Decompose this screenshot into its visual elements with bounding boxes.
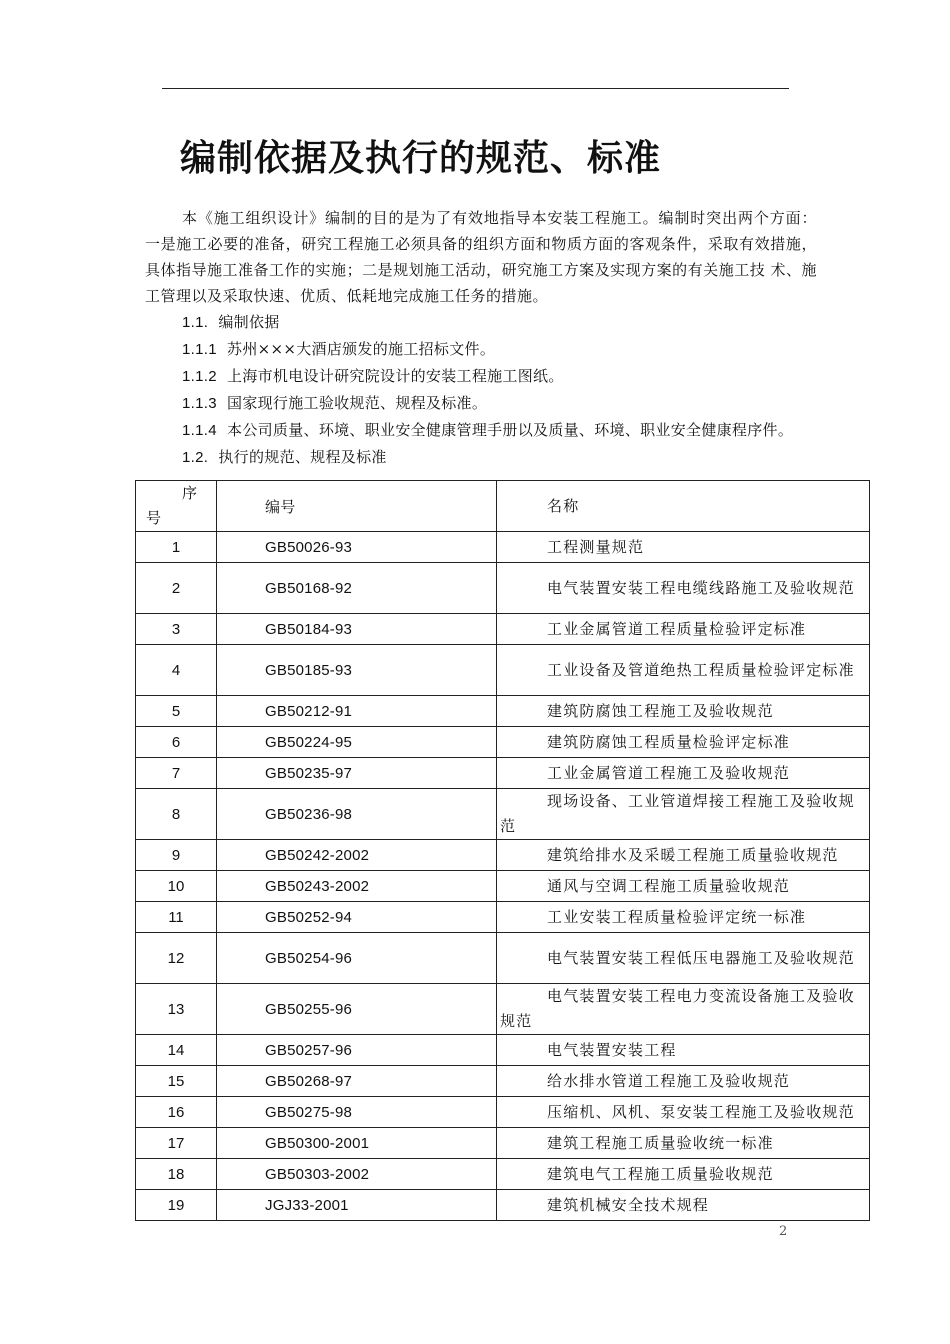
row-name bbox=[497, 1035, 870, 1066]
item-number: 1.1.1 bbox=[182, 341, 217, 358]
page-title: 编制依据及执行的规范、标准 bbox=[180, 138, 662, 179]
row-seq: 10 bbox=[136, 871, 217, 902]
row-name-text: 工业设备及管道绝热工程质量检验评定标准 bbox=[547, 660, 855, 679]
header-seq-line1: 序 bbox=[182, 484, 198, 502]
item-text: 苏州×××大酒店颁发的施工招标文件。 bbox=[227, 340, 496, 358]
row-seq: 14 bbox=[136, 1035, 217, 1066]
row-seq: 5 bbox=[136, 696, 217, 727]
row-code: JGJ33-2001 bbox=[217, 1190, 497, 1221]
row-code: GB50252-94 bbox=[217, 902, 497, 933]
row-name bbox=[497, 840, 870, 871]
row-name-text: 现场设备、工业管道焊接工程施工及验收规范 bbox=[500, 792, 855, 835]
table-header-row bbox=[136, 481, 870, 532]
item-number: 1.1.2 bbox=[182, 368, 217, 385]
row-name-text: 电气装置安装工程电缆线路施工及验收规范 bbox=[547, 578, 855, 597]
row-code: GB50275-98 bbox=[217, 1097, 497, 1128]
row-name bbox=[497, 1128, 870, 1159]
list-item bbox=[145, 390, 817, 417]
row-name bbox=[497, 984, 870, 1035]
row-seq: 19 bbox=[136, 1190, 217, 1221]
row-code: GB50255-96 bbox=[217, 984, 497, 1035]
header-code: 编号 bbox=[217, 481, 497, 532]
row-name bbox=[497, 696, 870, 727]
row-code: GB50243-2002 bbox=[217, 871, 497, 902]
table-row bbox=[136, 902, 870, 933]
row-seq: 16 bbox=[136, 1097, 217, 1128]
row-name-text: 工业金属管道工程施工及验收规范 bbox=[547, 763, 791, 782]
section-number: 1.2. bbox=[182, 449, 209, 466]
row-name-text: 给水排水管道工程施工及验收规范 bbox=[547, 1071, 791, 1090]
row-seq: 8 bbox=[136, 789, 217, 840]
row-name-text: 建筑防腐蚀工程质量检验评定标准 bbox=[547, 732, 791, 751]
row-name-text: 建筑给排水及采暖工程施工质量验收规范 bbox=[547, 845, 839, 864]
row-name bbox=[497, 532, 870, 563]
table-row bbox=[136, 1190, 870, 1221]
row-name-text: 建筑机械安全技术规程 bbox=[547, 1195, 710, 1214]
section-heading-standards bbox=[145, 444, 817, 471]
row-seq: 1 bbox=[136, 532, 217, 563]
row-code: GB50303-2002 bbox=[217, 1159, 497, 1190]
row-name bbox=[497, 645, 870, 696]
table-row bbox=[136, 789, 870, 840]
table-row bbox=[136, 532, 870, 563]
header-seq bbox=[136, 481, 217, 532]
row-code: GB50242-2002 bbox=[217, 840, 497, 871]
row-name bbox=[497, 789, 870, 840]
intro-paragraph: 本《施工组织设计》编制的目的是为了有效地指导本安装工程施工。编制时突出两个方面：一是施工必要的准备，研究工程施工必须具备的组织方面和物质方面的客观条件，采取有效措施，具体指导施工准备工作的实施；二是规划施工活动，研究施工方案及实现方案的有关施工技 术、施工管理以及采取快速、优质、低耗地完成施工任务的措施。 bbox=[145, 209, 817, 305]
row-seq: 9 bbox=[136, 840, 217, 871]
row-name bbox=[497, 1190, 870, 1221]
table-row bbox=[136, 696, 870, 727]
row-code: GB50257-96 bbox=[217, 1035, 497, 1066]
table-row bbox=[136, 563, 870, 614]
section-heading-basis bbox=[145, 309, 817, 336]
row-code: GB50224-95 bbox=[217, 727, 497, 758]
table-row bbox=[136, 1097, 870, 1128]
row-name-text: 电气装置安装工程 bbox=[547, 1040, 677, 1059]
row-name-text: 电气装置安装工程低压电器施工及验收规范 bbox=[547, 948, 855, 967]
table-row bbox=[136, 1128, 870, 1159]
row-name bbox=[497, 563, 870, 614]
row-name-text: 建筑防腐蚀工程施工及验收规范 bbox=[547, 701, 774, 720]
row-code: GB50212-91 bbox=[217, 696, 497, 727]
item-number: 1.1.3 bbox=[182, 395, 217, 412]
item-text: 本公司质量、环境、职业安全健康管理手册以及质量、环境、职业安全健康程序件。 bbox=[227, 421, 794, 439]
list-item bbox=[145, 417, 817, 444]
row-code: GB50236-98 bbox=[217, 789, 497, 840]
row-name bbox=[497, 758, 870, 789]
row-name-text: 建筑电气工程施工质量验收规范 bbox=[547, 1164, 774, 1183]
document-body bbox=[145, 205, 817, 471]
row-seq: 4 bbox=[136, 645, 217, 696]
row-seq: 11 bbox=[136, 902, 217, 933]
section-title: 执行的规范、规程及标准 bbox=[218, 448, 387, 466]
table-row bbox=[136, 758, 870, 789]
row-name bbox=[497, 614, 870, 645]
row-seq: 3 bbox=[136, 614, 217, 645]
header-seq-line2: 号 bbox=[146, 509, 162, 527]
row-code: GB50184-93 bbox=[217, 614, 497, 645]
row-seq: 17 bbox=[136, 1128, 217, 1159]
table-row bbox=[136, 1066, 870, 1097]
header-name bbox=[497, 481, 870, 532]
table-row bbox=[136, 1159, 870, 1190]
table-row bbox=[136, 645, 870, 696]
row-name bbox=[497, 727, 870, 758]
row-name-text: 建筑工程施工质量验收统一标准 bbox=[547, 1133, 774, 1152]
row-code: GB50235-97 bbox=[217, 758, 497, 789]
row-code: GB50168-92 bbox=[217, 563, 497, 614]
row-name-text: 电气装置安装工程电力变流设备施工及验收规范 bbox=[500, 987, 855, 1030]
row-seq: 13 bbox=[136, 984, 217, 1035]
list-item bbox=[145, 336, 817, 363]
row-seq: 6 bbox=[136, 727, 217, 758]
row-name bbox=[497, 1159, 870, 1190]
header-name-text: 名称 bbox=[547, 496, 580, 515]
row-code: GB50026-93 bbox=[217, 532, 497, 563]
table-row bbox=[136, 1035, 870, 1066]
row-seq: 12 bbox=[136, 933, 217, 984]
table-row bbox=[136, 871, 870, 902]
row-seq: 7 bbox=[136, 758, 217, 789]
row-name bbox=[497, 902, 870, 933]
row-code: GB50300-2001 bbox=[217, 1128, 497, 1159]
table-row bbox=[136, 727, 870, 758]
row-name bbox=[497, 1066, 870, 1097]
item-text: 国家现行施工验收规范、规程及标准。 bbox=[227, 394, 488, 412]
row-seq: 15 bbox=[136, 1066, 217, 1097]
table-row bbox=[136, 933, 870, 984]
list-item bbox=[145, 363, 817, 390]
standards-table bbox=[135, 480, 870, 1221]
row-name bbox=[497, 1097, 870, 1128]
row-name bbox=[497, 871, 870, 902]
section-title: 编制依据 bbox=[218, 313, 280, 331]
row-name bbox=[497, 933, 870, 984]
table-row bbox=[136, 840, 870, 871]
header-rule bbox=[162, 88, 789, 89]
row-name-text: 工业金属管道工程质量检验评定标准 bbox=[547, 619, 807, 638]
page-number: 2 bbox=[779, 1224, 788, 1239]
row-name-text: 工程测量规范 bbox=[547, 537, 645, 556]
row-code: GB50268-97 bbox=[217, 1066, 497, 1097]
row-seq: 2 bbox=[136, 563, 217, 614]
row-name-text: 压缩机、风机、泵安装工程施工及验收规范 bbox=[547, 1102, 855, 1121]
row-code: GB50185-93 bbox=[217, 645, 497, 696]
row-name-text: 通风与空调工程施工质量验收规范 bbox=[547, 876, 791, 895]
section-number: 1.1. bbox=[182, 314, 209, 331]
item-text: 上海市机电设计研究院设计的安装工程施工图纸。 bbox=[227, 367, 564, 385]
item-number: 1.1.4 bbox=[182, 422, 217, 439]
table-row bbox=[136, 984, 870, 1035]
row-seq: 18 bbox=[136, 1159, 217, 1190]
row-name-text: 工业安装工程质量检验评定统一标准 bbox=[547, 907, 807, 926]
row-code: GB50254-96 bbox=[217, 933, 497, 984]
table-row bbox=[136, 614, 870, 645]
